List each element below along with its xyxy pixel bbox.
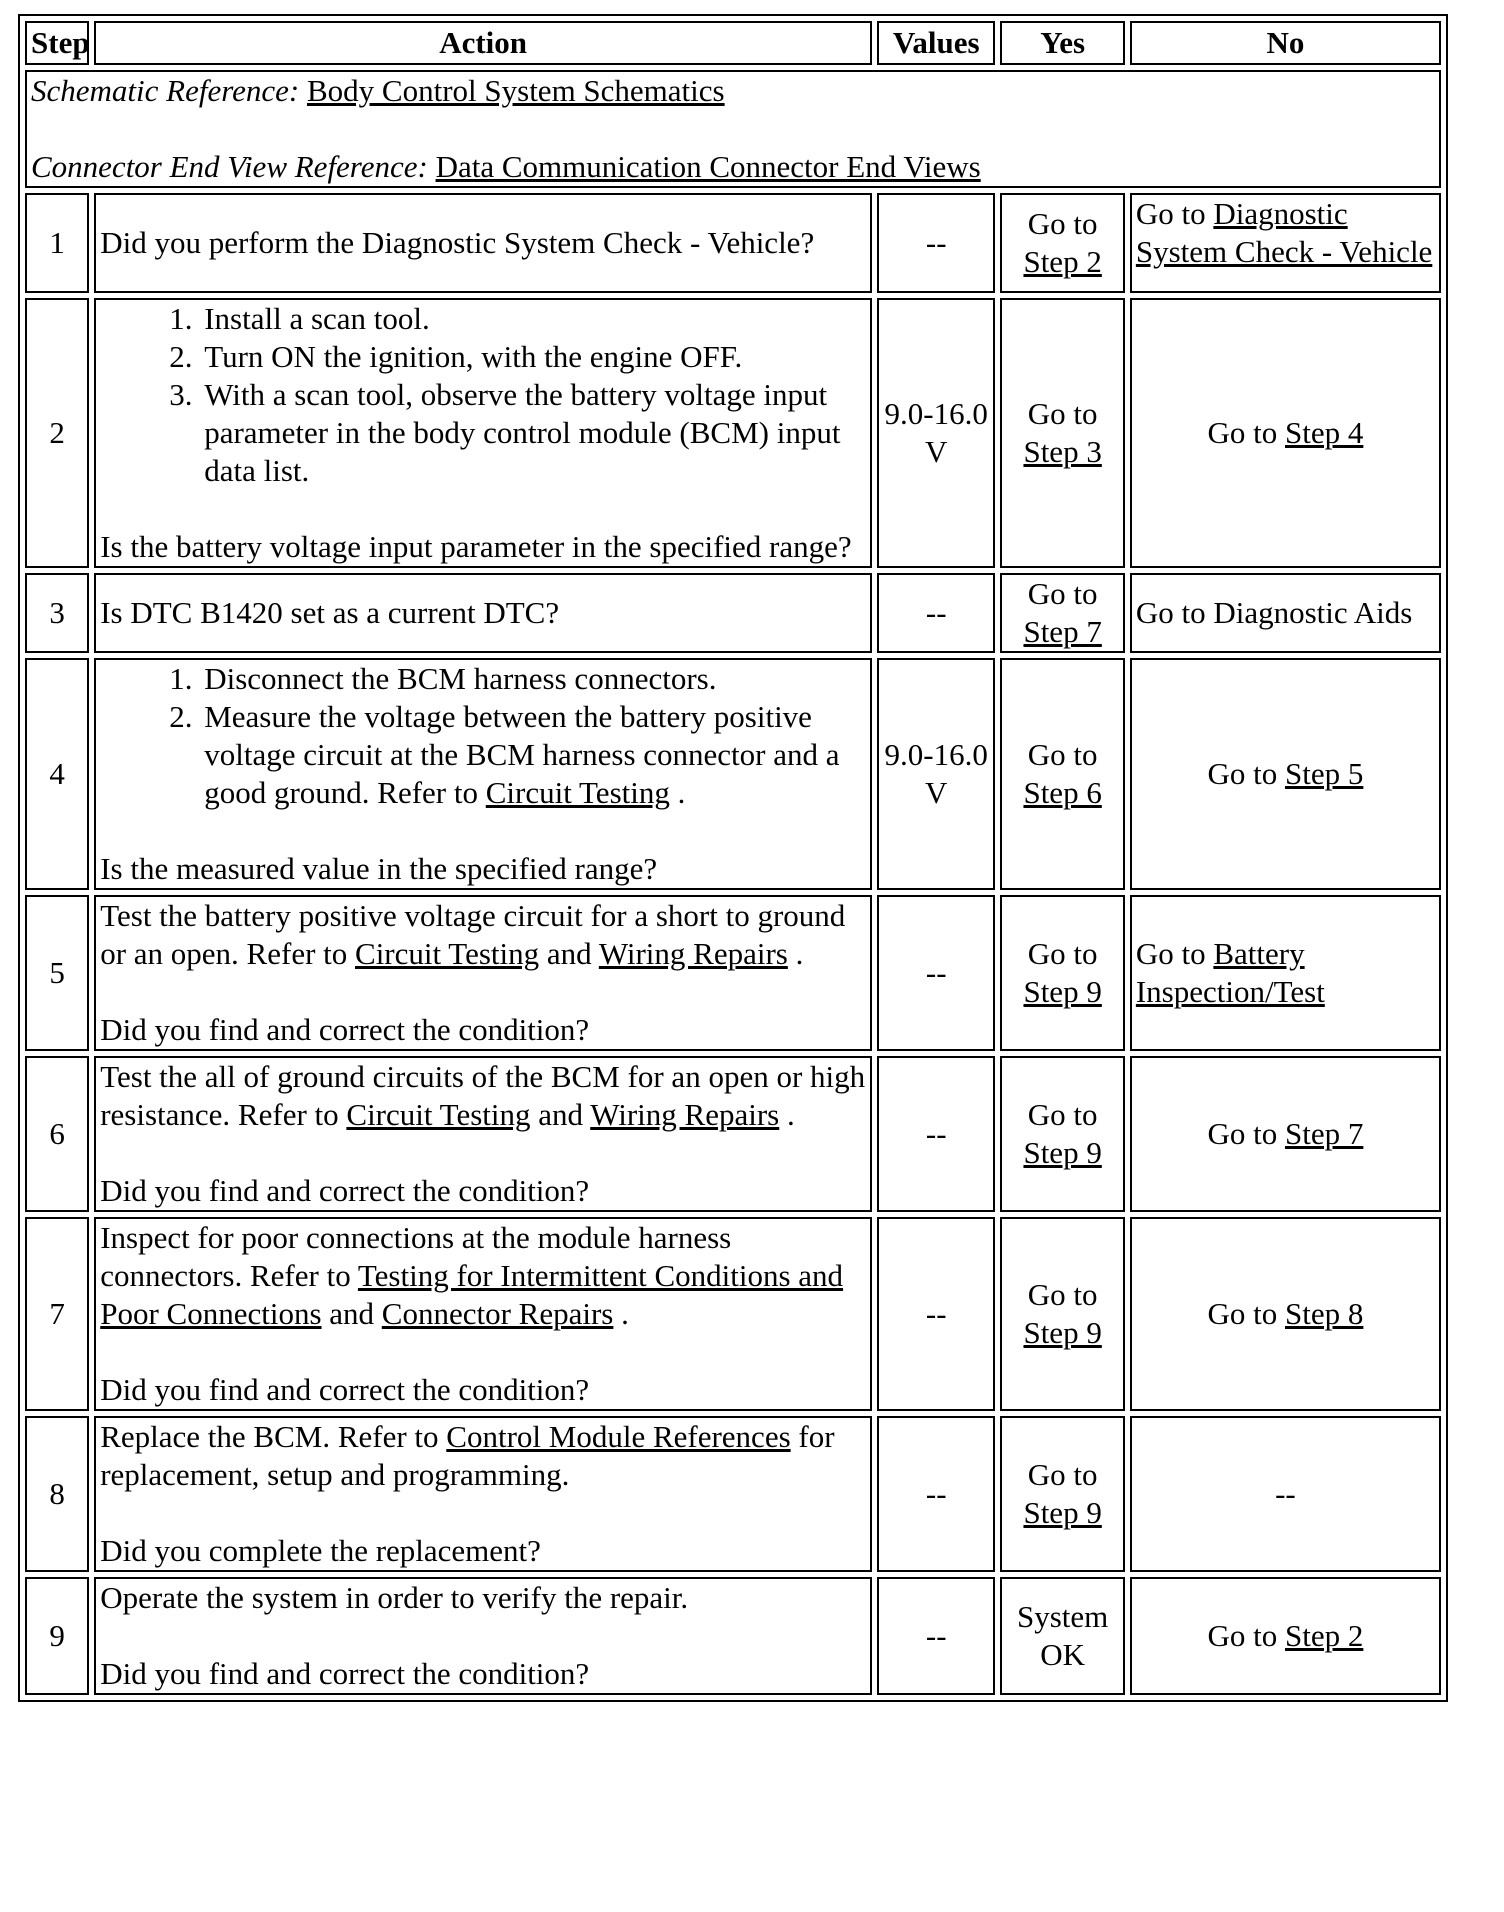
go-to-text: Go to <box>1207 756 1278 791</box>
go-to-text: Go to <box>1135 936 1206 971</box>
step-number: 1 <box>25 193 89 293</box>
go-to-text: Go to <box>1027 576 1098 611</box>
question: Did you find and correct the condition? <box>100 1012 590 1047</box>
value-cell: -- <box>877 1577 995 1695</box>
action-text <box>100 897 866 973</box>
question: Is the measured value in the specified range? <box>100 851 658 886</box>
action-cell: Is DTC B1420 set as a current DTC? <box>94 573 872 653</box>
schematic-label: Schematic Reference: <box>31 73 300 108</box>
action-sentence: Replace the BCM. Refer to <box>100 1419 439 1454</box>
action-cell: Did you perform the Diagnostic System Check - Vehicle? <box>94 193 872 293</box>
step-number: 8 <box>25 1416 89 1572</box>
period: . <box>786 1097 795 1132</box>
no-cell: Go to Diagnostic Aids <box>1130 573 1441 653</box>
no-step-link[interactable]: Diagnostic System Check - Vehicle <box>1135 196 1433 269</box>
value-cell: 9.0-16.0 V <box>877 298 995 568</box>
period: . <box>795 936 804 971</box>
no-cell <box>1130 895 1441 1051</box>
table-row <box>25 895 1441 1051</box>
go-to-text: Go to <box>1027 1277 1098 1312</box>
table-row <box>25 1056 1441 1212</box>
list-item: 3. With a scan tool, observe the battery voltage input parameter in the body control module (BCM) input data list. <box>200 376 866 490</box>
no-step-link[interactable]: Battery Inspection/Test <box>1135 936 1325 1009</box>
yes-step-link[interactable]: Step 7 <box>1023 614 1102 649</box>
go-to-text: Go to <box>1027 1097 1098 1132</box>
and-text: and <box>329 1296 375 1331</box>
no-cell <box>1130 658 1441 890</box>
no-cell: -- <box>1130 1416 1441 1572</box>
action-sentence: Test the all of ground circuits of the BCM for an open or high resistance. Refer to <box>100 1059 866 1132</box>
reference-row <box>25 70 1441 188</box>
yes-cell <box>1000 573 1124 653</box>
wiring-repairs-link[interactable]: Wiring Repairs <box>598 936 788 971</box>
step-number: 7 <box>25 1217 89 1411</box>
table-row <box>25 573 1441 653</box>
question: Did you find and correct the condition? <box>100 1656 590 1691</box>
table-row <box>25 193 1441 293</box>
circuit-testing-link[interactable]: Circuit Testing <box>355 936 540 971</box>
action-text <box>100 1418 866 1494</box>
go-to-text: Go to <box>1207 1296 1278 1331</box>
step-number: 3 <box>25 573 89 653</box>
value-cell: 9.0-16.0 V <box>877 658 995 890</box>
question: Did you complete the replacement? <box>100 1533 541 1568</box>
yes-cell <box>1000 895 1124 1051</box>
header-row <box>25 21 1441 65</box>
and-text: and <box>538 1097 584 1132</box>
yes-step-link[interactable]: Step 9 <box>1023 1315 1102 1350</box>
no-cell <box>1130 1577 1441 1695</box>
go-to-text: Go to <box>1207 415 1278 450</box>
reference-cell <box>25 70 1441 188</box>
yes-step-link[interactable]: Step 3 <box>1023 434 1102 469</box>
go-to-text: Go to <box>1027 737 1098 772</box>
connector-label: Connector End View Reference: <box>31 149 428 184</box>
list-item <box>200 698 866 812</box>
intermittent-conditions-link[interactable]: Testing for Intermittent Conditions and Poor Connections <box>100 1258 844 1331</box>
control-module-references-link[interactable]: Control Module References <box>446 1419 791 1454</box>
no-cell <box>1130 1217 1441 1411</box>
connector-repairs-link[interactable]: Connector Repairs <box>381 1296 614 1331</box>
yes-cell <box>1000 658 1124 890</box>
no-step-link[interactable]: Step 8 <box>1284 1296 1364 1331</box>
wiring-repairs-link[interactable]: Wiring Repairs <box>590 1097 780 1132</box>
yes-cell <box>1000 1416 1124 1572</box>
list-item: 2. Turn ON the ignition, with the engine OFF. <box>200 338 866 376</box>
list-item: 1. Disconnect the BCM harness connectors. <box>200 660 866 698</box>
step-number: 2 <box>25 298 89 568</box>
diagnostic-table <box>18 14 1448 1702</box>
yes-step-link[interactable]: Step 9 <box>1023 1135 1102 1170</box>
no-cell <box>1130 298 1441 568</box>
go-to-text: Go to <box>1027 936 1098 971</box>
schematic-reference <box>31 72 1435 110</box>
table-row <box>25 1416 1441 1572</box>
action-sentence: Inspect for poor connections at the module harness connectors. Refer to <box>100 1220 732 1293</box>
list-item: 1. Install a scan tool. <box>200 300 866 338</box>
action-cell <box>94 1217 872 1411</box>
and-text: and <box>546 936 592 971</box>
action-sentence: Test the battery positive voltage circuit for a short to ground or an open. Refer to <box>100 898 846 971</box>
schematic-link[interactable]: Body Control System Schematics <box>306 73 725 108</box>
no-step-link[interactable]: Step 4 <box>1284 415 1364 450</box>
action-cell <box>94 1056 872 1212</box>
question: Is the battery voltage input parameter in the specified range? <box>100 529 852 564</box>
instruction-list <box>100 660 866 812</box>
go-to-text: Go to <box>1135 196 1206 231</box>
action-cell <box>94 1577 872 1695</box>
value-cell: -- <box>877 1416 995 1572</box>
yes-step-link[interactable]: Step 9 <box>1023 1495 1102 1530</box>
table-row <box>25 1217 1441 1411</box>
table-row <box>25 1577 1441 1695</box>
yes-cell <box>1000 1056 1124 1212</box>
go-to-text: Go to <box>1207 1116 1278 1151</box>
yes-cell <box>1000 298 1124 568</box>
instruction-list <box>100 300 866 490</box>
circuit-testing-link[interactable]: Circuit Testing <box>485 775 670 810</box>
period: . <box>677 775 686 810</box>
value-cell: -- <box>877 1056 995 1212</box>
no-cell <box>1130 193 1441 293</box>
table-row <box>25 298 1441 568</box>
yes-step-link[interactable]: Step 6 <box>1023 775 1102 810</box>
action-cell <box>94 658 872 890</box>
question: Did you find and correct the condition? <box>100 1372 590 1407</box>
no-cell <box>1130 1056 1441 1212</box>
value-cell: -- <box>877 1217 995 1411</box>
action-text: Operate the system in order to verify the repair. <box>100 1580 689 1615</box>
go-to-text: Go to <box>1207 1618 1278 1653</box>
yes-cell <box>1000 193 1124 293</box>
table-row <box>25 658 1441 890</box>
action-text <box>100 1219 866 1333</box>
step-number: 6 <box>25 1056 89 1212</box>
connector-link[interactable]: Data Communication Connector End Views <box>435 149 981 184</box>
action-cell <box>94 895 872 1051</box>
step-number: 9 <box>25 1577 89 1695</box>
header-no: No <box>1130 21 1441 65</box>
no-step-link[interactable]: Step 5 <box>1284 756 1364 791</box>
go-to-text: Go to <box>1027 1457 1098 1492</box>
value-cell: -- <box>877 573 995 653</box>
header-values: Values <box>877 21 995 65</box>
connector-reference <box>31 148 1435 186</box>
header-yes: Yes <box>1000 21 1124 65</box>
step-number: 5 <box>25 895 89 1051</box>
no-step-link[interactable]: Step 7 <box>1284 1116 1364 1151</box>
value-cell: -- <box>877 895 995 1051</box>
header-step: Step <box>25 21 89 65</box>
question: Did you find and correct the condition? <box>100 1173 590 1208</box>
action-cell <box>94 1416 872 1572</box>
go-to-text: Go to <box>1027 396 1098 431</box>
step-number: 4 <box>25 658 89 890</box>
action-sentence-end: for replacement, setup and programming. <box>100 1419 835 1492</box>
action-text <box>100 1058 866 1134</box>
value-cell: -- <box>877 193 995 293</box>
go-to-text: Go to <box>1027 206 1098 241</box>
yes-step-link[interactable]: Step 9 <box>1023 974 1102 1009</box>
document <box>18 14 1448 1702</box>
no-step-link[interactable]: Step 2 <box>1284 1618 1364 1653</box>
header-action: Action <box>94 21 872 65</box>
list-item-text: Measure the voltage between the battery positive voltage circuit at the BCM harness connector and a good ground. Refer to <box>204 699 840 810</box>
yes-cell: System OK <box>1000 1577 1124 1695</box>
yes-step-link[interactable]: Step 2 <box>1023 244 1102 279</box>
yes-cell <box>1000 1217 1124 1411</box>
action-cell <box>94 298 872 568</box>
circuit-testing-link[interactable]: Circuit Testing <box>346 1097 531 1132</box>
period: . <box>621 1296 629 1331</box>
